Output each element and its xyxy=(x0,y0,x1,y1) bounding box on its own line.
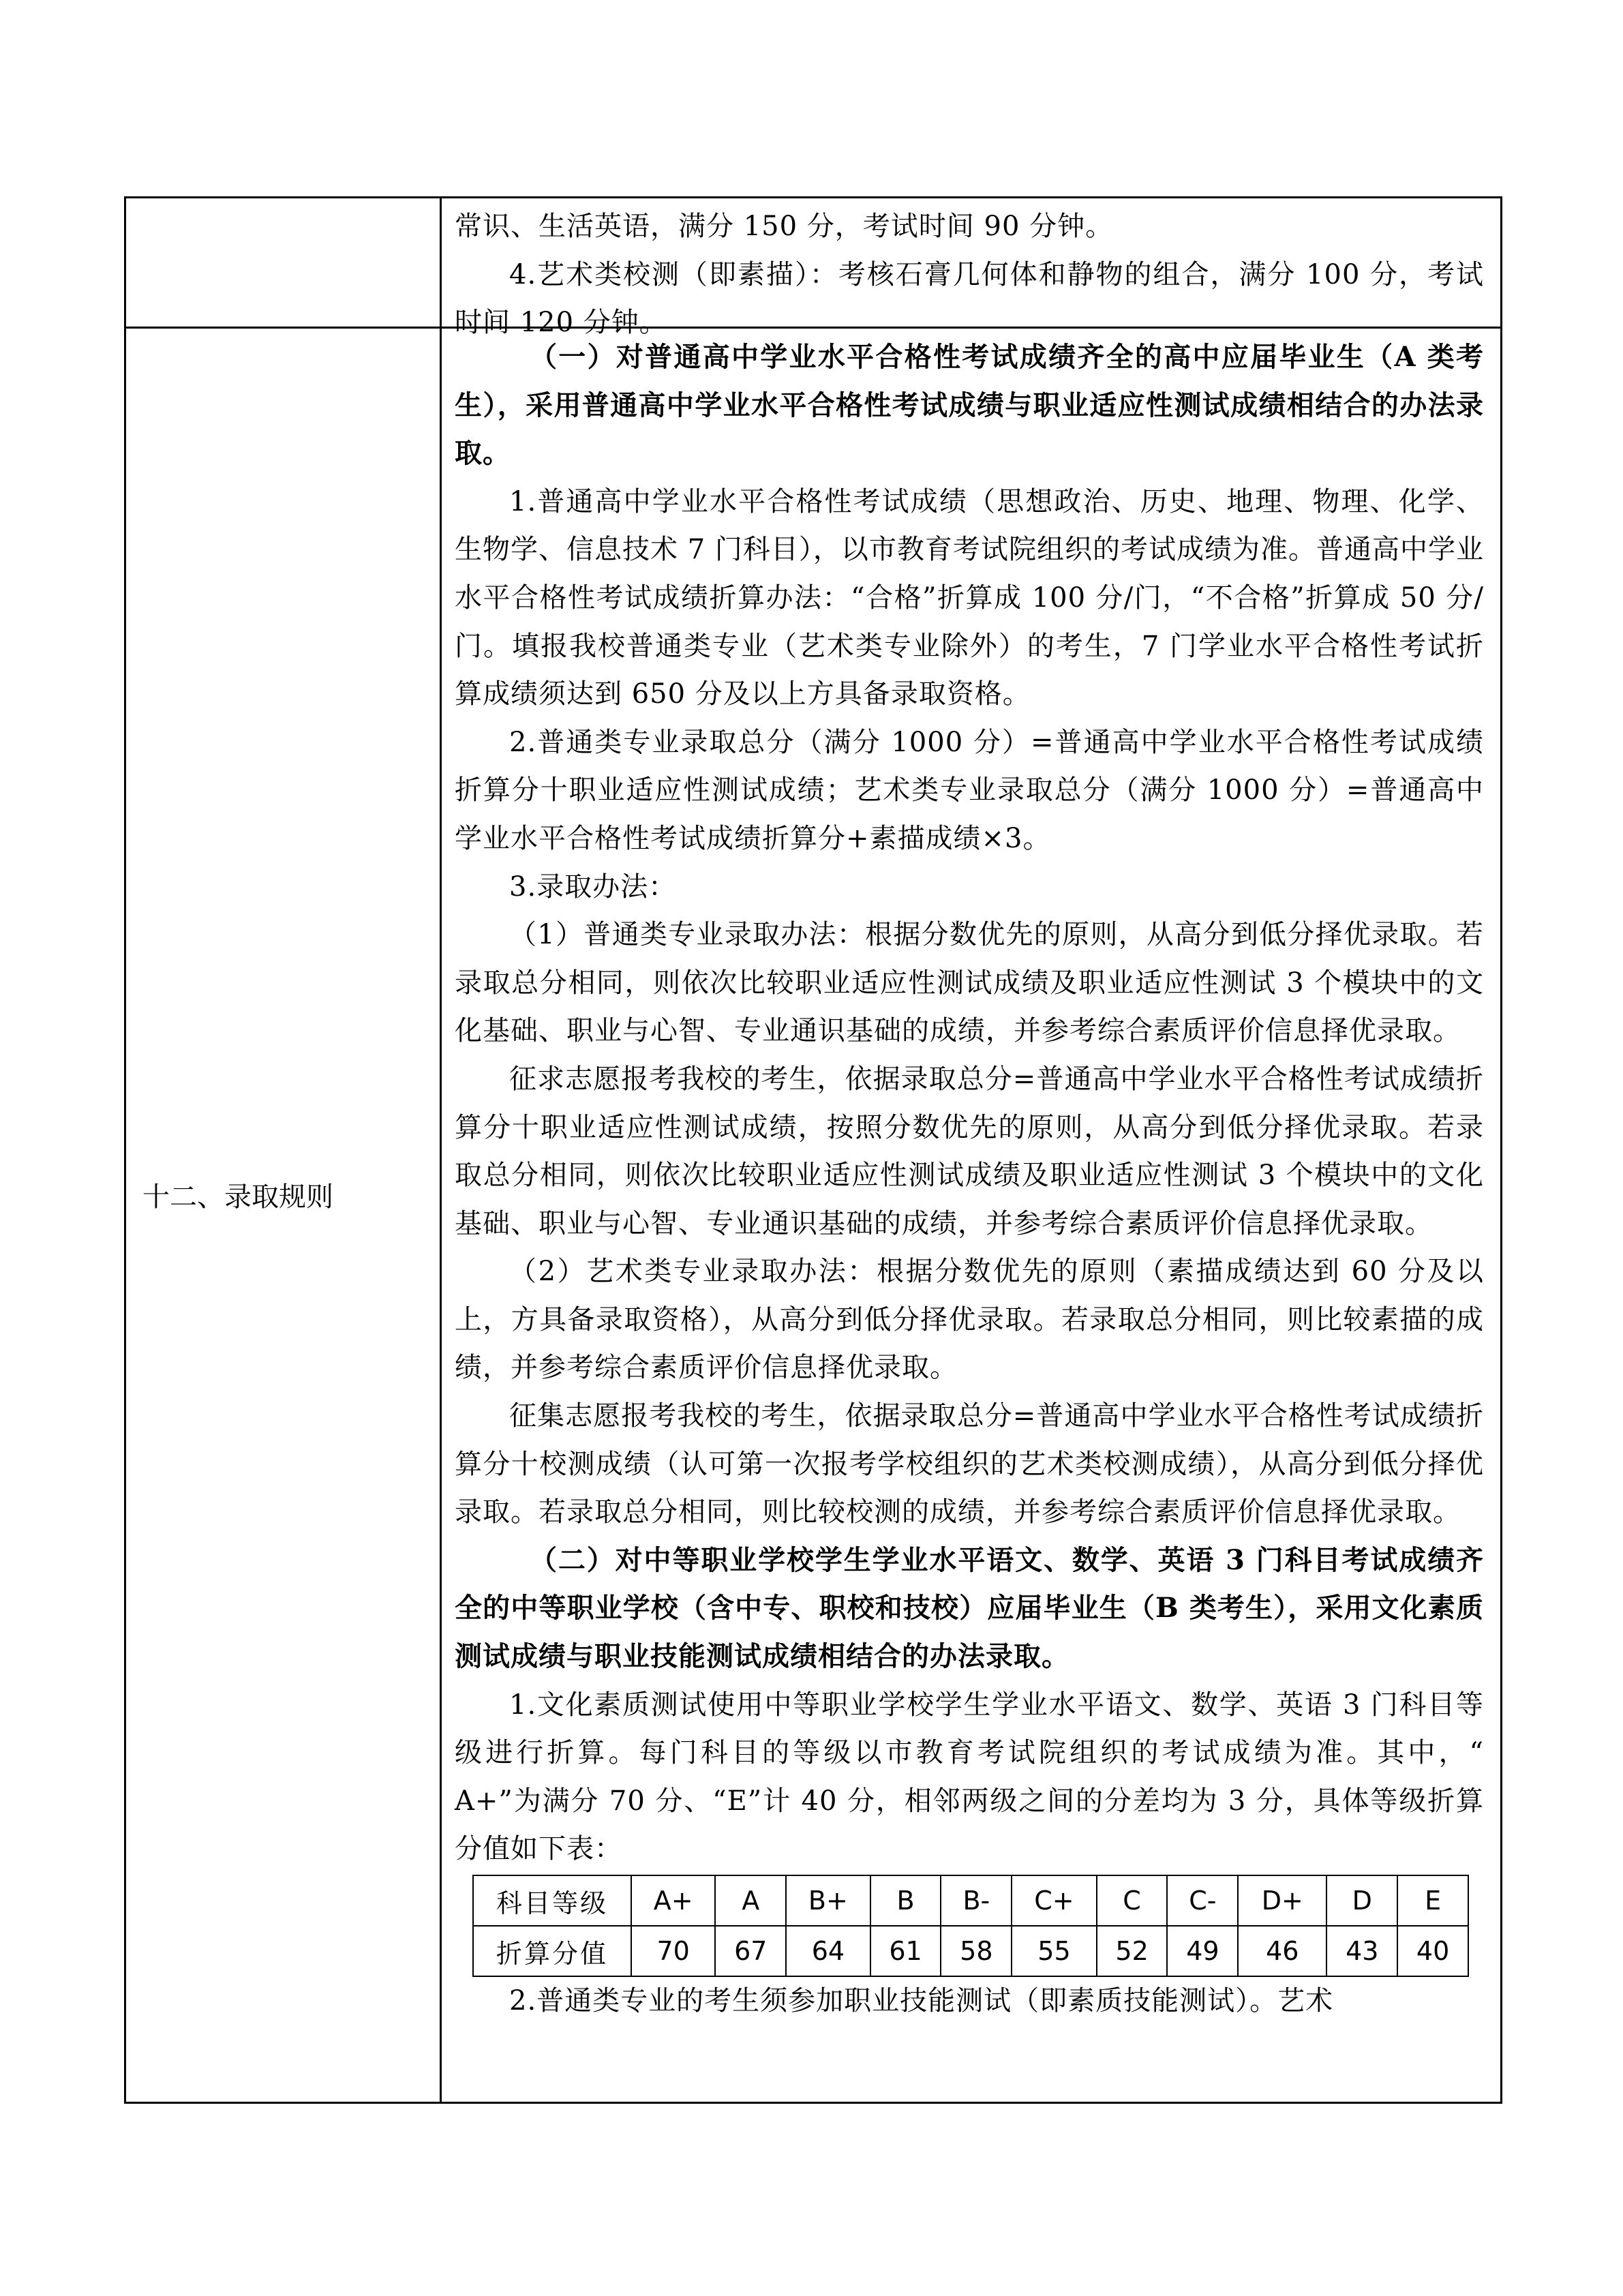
part-a-item-3-2: （2）艺术类专业录取办法：根据分数优先的原则（素描成绩达到 60 分及以上，方具备录取资格），从高分到低分择优录取。若录取总分相同，则比较素描的成绩，并参考综合素质评价信息择优录取。 xyxy=(455,1256,1484,1384)
grade-cell: C- xyxy=(1167,1875,1238,1926)
grade-cell: C xyxy=(1097,1875,1168,1926)
prev-line-1: 常识、生活英语，满分 150 分，考试时间 90 分钟。 xyxy=(455,211,1114,242)
section-content xyxy=(455,333,1484,2025)
grade-cell: E xyxy=(1397,1875,1468,1926)
score-cell: 43 xyxy=(1326,1926,1397,1976)
score-cell: 70 xyxy=(631,1926,715,1976)
part-a-item-2: 2.普通类专业录取总分（满分 1000 分）=普通高中学业水平合格性考试成绩折算分十职业适应性测试成绩；艺术类专业录取总分（满分 1000 分）=普通高中学业水平合格性考试成绩折算分+素描成绩×3。 xyxy=(455,726,1484,854)
grade-row xyxy=(473,1875,1468,1926)
admission-rules-table xyxy=(124,196,1502,2104)
part-a-item-3-1-supplement: 征求志愿报考我校的考生，依据录取总分=普通高中学业水平合格性考试成绩折算分十职业适应性测试成绩，按照分数优先的原则，从高分到低分择优录取。若录取总分相同，则依次比较职业适应性测试成绩及职业适应性测试 3 个模块中的文化基础、职业与心智、专业通识基础的成绩，并参考综合素质评价信息择优录取。 xyxy=(455,1063,1484,1239)
part-b-item-2: 2.普通类专业的考生须参加职业技能测试（即素质技能测试）。艺术 xyxy=(509,1985,1334,2016)
grade-row-header: 科目等级 xyxy=(473,1875,631,1926)
grade-cell: B xyxy=(870,1875,941,1926)
score-cell: 49 xyxy=(1167,1926,1238,1976)
score-cell: 46 xyxy=(1238,1926,1326,1976)
part-a-item-3-1: （1）普通类专业录取办法：根据分数优先的原则，从高分到低分择优录取。若录取总分相同，则依次比较职业适应性测试成绩及职业适应性测试 3 个模块中的文化基础、职业与心智、专业通识基础的成绩，并参考综合素质评价信息择优录取。 xyxy=(455,919,1484,1047)
score-row-header: 折算分值 xyxy=(473,1926,631,1976)
score-cell: 67 xyxy=(715,1926,786,1976)
part-a-item-3-2-supplement: 征集志愿报考我校的考生，依据录取总分=普通高中学业水平合格性考试成绩折算分十校测成绩（认可第一次报考学校组织的艺术类校测成绩），从高分到低分择优录取。若录取总分相同，则比较校测的成绩，并参考综合素质评价信息择优录取。 xyxy=(455,1400,1484,1528)
score-row xyxy=(473,1926,1468,1976)
grade-cell: B- xyxy=(941,1875,1012,1926)
grade-cell: A+ xyxy=(631,1875,715,1926)
score-cell: 40 xyxy=(1397,1926,1468,1976)
score-cell: 52 xyxy=(1097,1926,1168,1976)
part-b-heading: （二）对中等职业学校学生学业水平语文、数学、英语 3 门科目考试成绩齐全的中等职业学校（含中专、职校和技校）应届毕业生（B 类考生），采用文化素质测试成绩与职业技能测试成绩相结合的办法录取。 xyxy=(455,1543,1484,1673)
previous-section-continuation xyxy=(455,198,1484,347)
grade-conversion-table xyxy=(472,1875,1469,1977)
grade-cell: A xyxy=(715,1875,786,1926)
part-a-item-3: 3.录取办法： xyxy=(509,871,677,903)
section-label: 十二、录取规则 xyxy=(142,1181,333,1213)
part-a-heading: （一）对普通高中学业水平合格性考试成绩齐全的高中应届毕业生（A 类考生），采用普通高中学业水平合格性考试成绩与职业适应性测试成绩相结合的办法录取。 xyxy=(455,341,1484,470)
score-cell: 61 xyxy=(870,1926,941,1976)
grade-cell: D+ xyxy=(1238,1875,1326,1926)
prev-line-2: 4.艺术类校测（即素描）：考核石膏几何体和静物的组合，满分 100 分，考试时间 120 分钟。 xyxy=(455,258,1484,339)
part-b-item-1: 1.文化素质测试使用中等职业学校学生学业水平语文、数学、英语 3 门科目等级进行折算。每门科目的等级以市教育考试院组织的考试成绩为准。其中，“ A+”为满分 70 分、“E”计 40 分，相邻两级之间的分差均为 3 分，具体等级折算分值如下表： xyxy=(455,1689,1484,1865)
grade-cell: C+ xyxy=(1012,1875,1096,1926)
grade-cell: D xyxy=(1326,1875,1397,1926)
score-cell: 55 xyxy=(1012,1926,1096,1976)
score-cell: 64 xyxy=(786,1926,870,1976)
column-divider xyxy=(440,198,442,2102)
score-cell: 58 xyxy=(941,1926,1012,1976)
part-a-item-1: 1.普通高中学业水平合格性考试成绩（思想政治、历史、地理、物理、化学、生物学、信息技术 7 门科目），以市教育考试院组织的考试成绩为准。普通高中学业水平合格性考试成绩折算办法：“合格”折算成 100 分/门，“不合格”折算成 50 分/门。填报我校普通类专业（艺术类专业除外）的考生，7 门学业水平合格性考试折算成绩须达到 650 分及以上方具备录取资格。 xyxy=(455,485,1484,710)
grade-cell: B+ xyxy=(786,1875,870,1926)
